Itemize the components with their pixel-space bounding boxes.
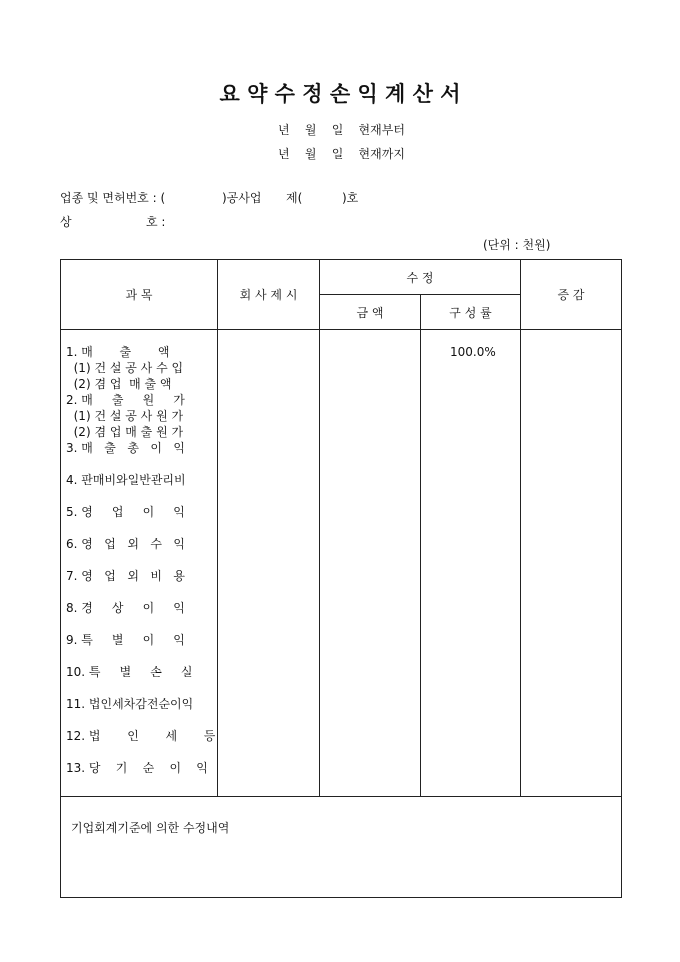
header-company xyxy=(218,260,320,330)
item-8: 8. 경 상 이 익 xyxy=(66,601,185,615)
item-13: 13. 당 기 순 이 익 xyxy=(66,761,208,775)
item-1-2: (2) 겸 업 매 출 액 xyxy=(66,377,172,391)
revision-notes-cell[interactable] xyxy=(61,797,622,898)
license-label: 업종 및 면허번호 : ( xyxy=(60,191,166,205)
header-company-label: 회 사 제 시 xyxy=(239,288,298,302)
license-type-suffix: )공사업 xyxy=(222,191,262,205)
ratio-values-cell[interactable] xyxy=(421,330,521,797)
company-label-1: 상 xyxy=(60,215,72,229)
item-12: 12. 법 인 세 등 xyxy=(66,729,216,743)
header-diff-label: 증 감 xyxy=(557,288,585,302)
license-number-suffix: )호 xyxy=(342,191,359,205)
item-9: 9. 특 별 이 익 xyxy=(66,633,185,647)
item-7: 7. 영 업 외 비 용 xyxy=(66,569,185,583)
item-3: 3. 매 출 총 이 익 xyxy=(66,441,185,455)
header-amount xyxy=(320,295,421,330)
revision-notes-label: 기업회계기준에 의한 수정내역 xyxy=(71,821,230,835)
ratio-value: 100.0% xyxy=(450,345,496,359)
income-statement-table xyxy=(60,259,622,898)
header-ratio xyxy=(421,295,521,330)
header-subject-label: 과 목 xyxy=(125,288,153,302)
license-number-prefix: 제( xyxy=(286,191,303,205)
header-ratio-label: 구 성 률 xyxy=(449,305,492,320)
items-cell xyxy=(61,330,218,797)
header-subject xyxy=(61,260,218,330)
item-4: 4. 판매비와일반관리비 xyxy=(66,473,186,487)
item-2-1: (1) 건 설 공 사 원 가 xyxy=(66,409,184,423)
item-10: 10. 특 별 손 실 xyxy=(66,665,193,679)
period-from: 년 월 일 현재부터 xyxy=(278,123,405,137)
company-label-2: 호 : xyxy=(146,215,166,229)
header-diff xyxy=(521,260,622,330)
period-to: 년 월 일 현재까지 xyxy=(278,147,405,161)
item-6: 6. 영 업 외 수 익 xyxy=(66,537,185,551)
item-2-2: (2) 겸 업 매 출 원 가 xyxy=(66,425,184,439)
item-5: 5. 영 업 이 익 xyxy=(66,505,185,519)
item-11: 11. 법인세차감전순이익 xyxy=(66,697,194,711)
header-revision-label: 수 정 xyxy=(406,270,434,285)
item-1-1: (1) 건 설 공 사 수 입 xyxy=(66,361,184,375)
item-1: 1. 매 출 액 xyxy=(66,345,170,359)
unit-label: (단위 : 천원) xyxy=(483,238,551,252)
header-revision xyxy=(320,260,521,295)
header-amount-label: 금 액 xyxy=(356,305,384,320)
item-2: 2. 매 출 원 가 xyxy=(66,393,185,407)
amount-values-cell[interactable] xyxy=(320,330,421,797)
document-title: 요 약 수 정 손 익 계 산 서 xyxy=(219,81,461,106)
diff-values-cell[interactable] xyxy=(521,330,622,797)
company-values-cell[interactable] xyxy=(218,330,320,797)
